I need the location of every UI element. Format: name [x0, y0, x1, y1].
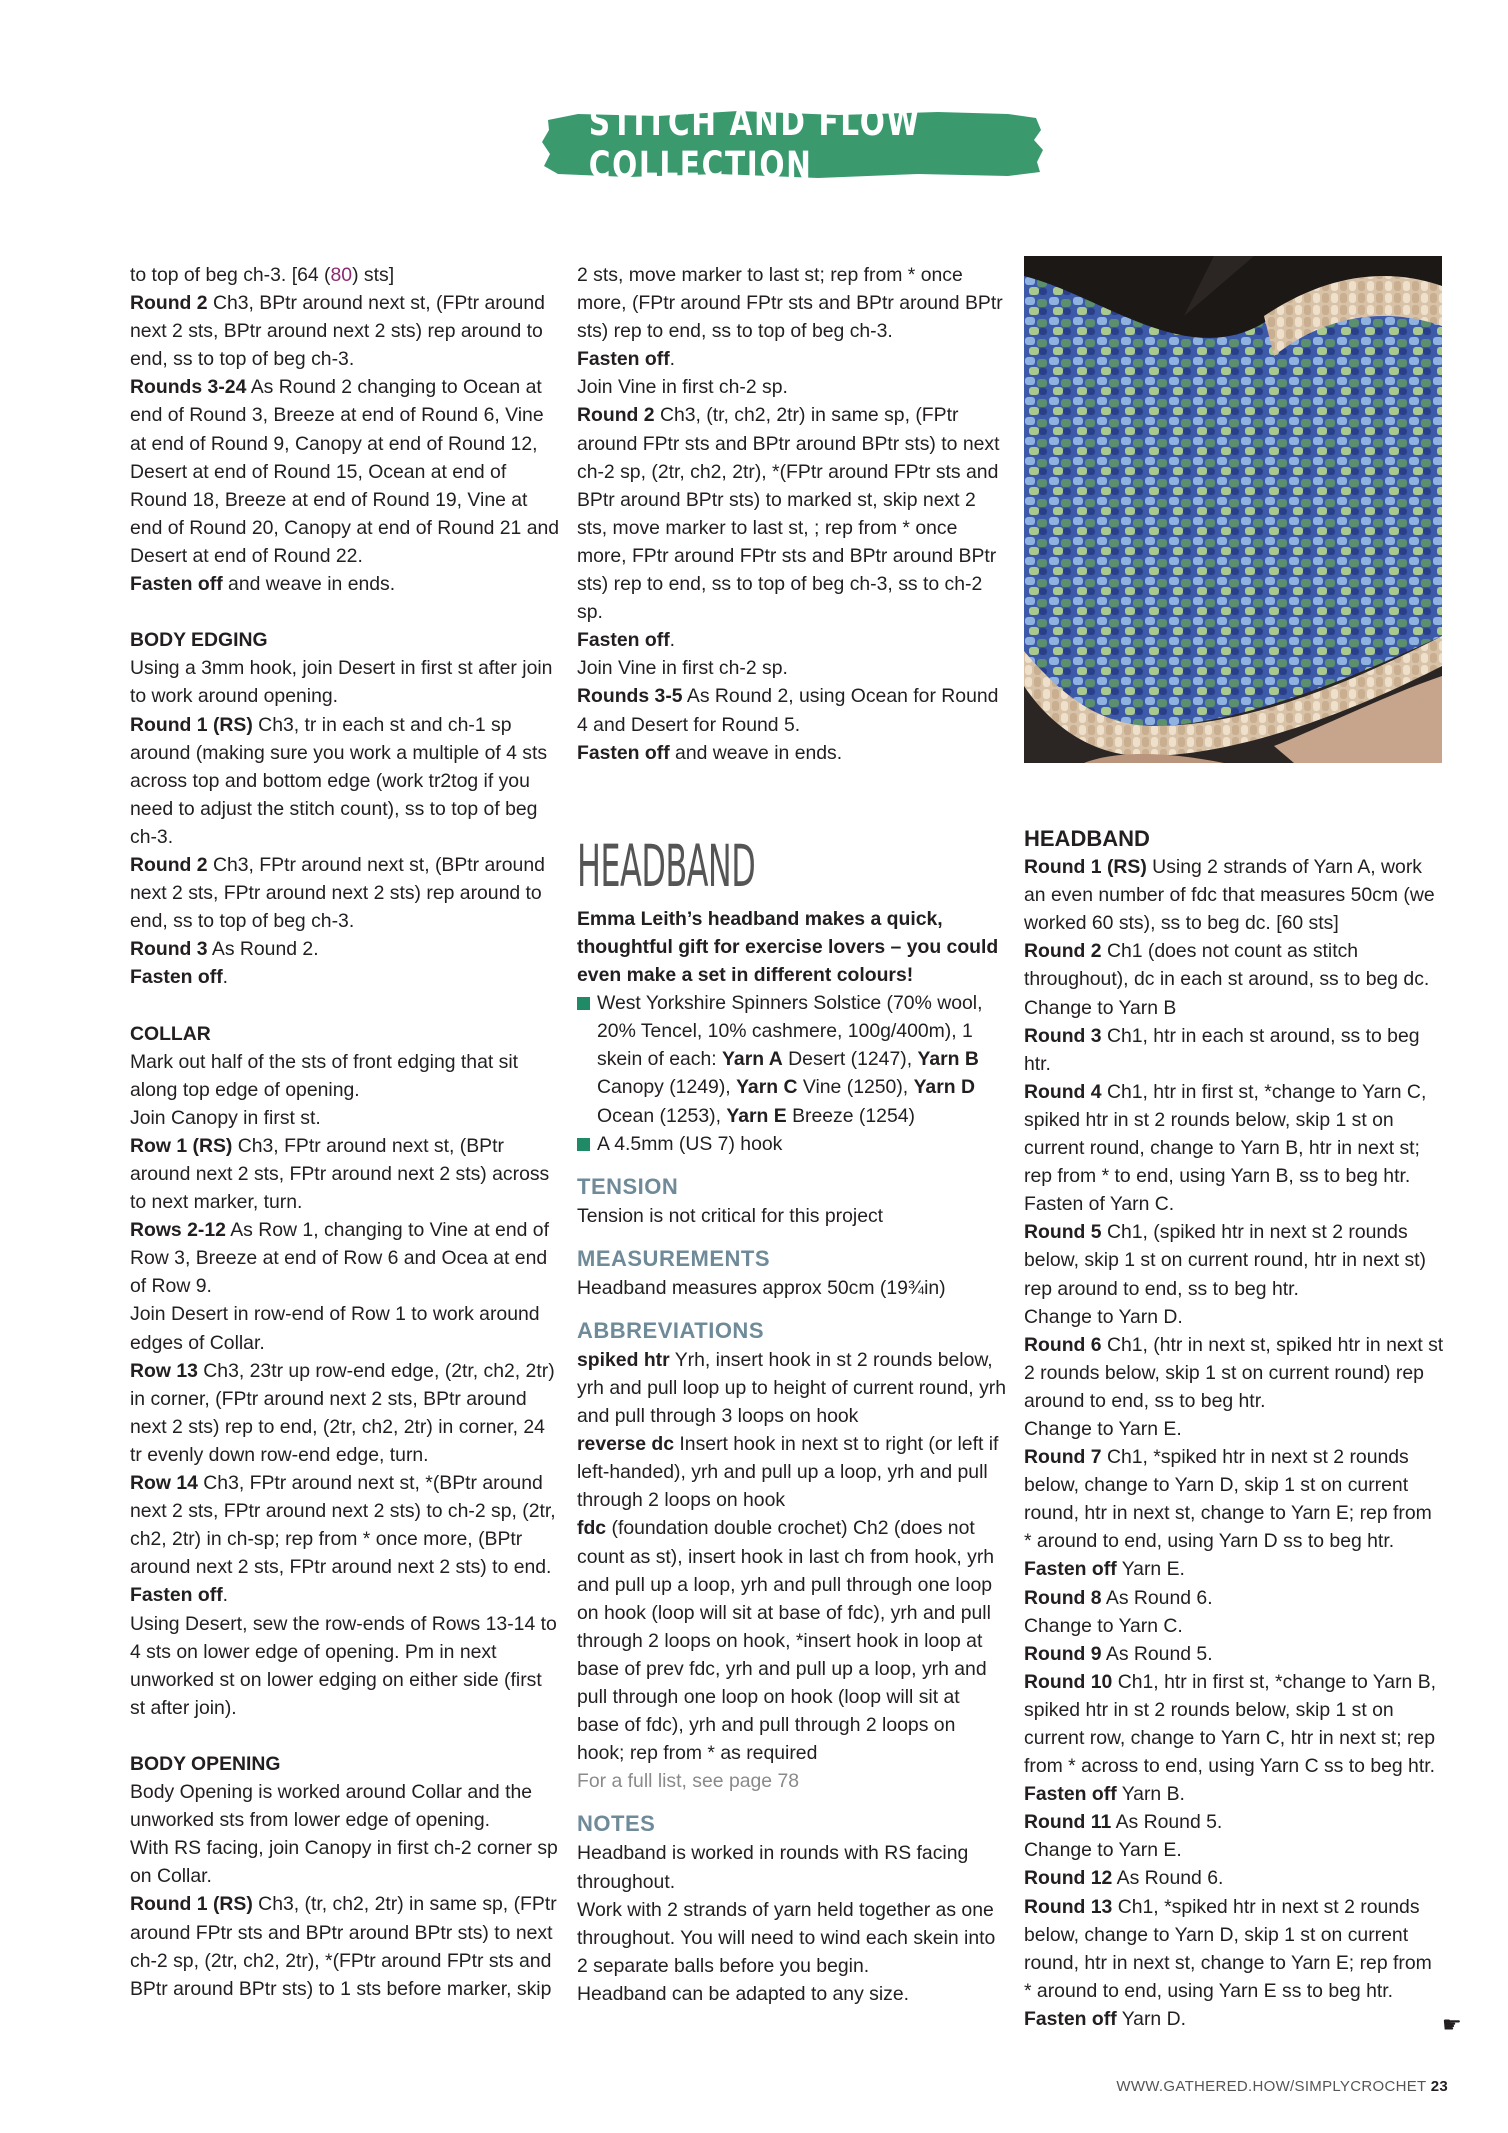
instruction-round-13: Round 13 Ch1, *spiked htr in next st 2 rounds below, change to Yarn D, skip 1 st on current round, htr in next st, change to Yarn E; rep from * around to end, using Yarn E ss to beg htr.: [1024, 1895, 1432, 2002]
paragraph: to top of beg ch-3. [64 (80) sts]: [130, 264, 395, 286]
instruction-round-1: Round 1 (RS) Ch3, tr in each st and ch-1 sp around (making sure you work a multiple of 4 sts across top and bottom edge (work tr2tog if you need to adjust the stitch count), ss to top of beg ch-3.: [130, 713, 548, 848]
column-left: [130, 261, 560, 2003]
instruction-round-2: Round 2 Ch3, FPtr around next st, (BPtr around next 2 sts, FPtr around next 2 sts) rep around to end, ss to top of beg ch-3.: [130, 853, 545, 933]
instruction-round-12: Round 12 As Round 6.: [1024, 1867, 1224, 1890]
column-right: [1024, 825, 1444, 2033]
project-title: HEADBAND: [577, 831, 756, 900]
instruction-fasten-off: Fasten off.: [577, 629, 676, 652]
page-number: 23: [1430, 2078, 1448, 2095]
paragraph: Change to Yarn E.: [1024, 1417, 1182, 1440]
instruction-fasten-off: Fasten off.: [130, 966, 229, 989]
paragraph: Join Canopy in first st.: [130, 1106, 321, 1129]
paragraph: Using a 3mm hook, join Desert in first st after join to work around opening.: [130, 657, 553, 708]
instruction-rounds-3-5: Rounds 3-5 As Round 2, using Ocean for Round 4 and Desert for Round 5.: [577, 685, 999, 736]
instruction-fasten-off: Fasten off Yarn B.: [1024, 1783, 1185, 1806]
instruction-round-6: Round 6 Ch1, (htr in next st, spiked htr in next st 2 rounds below, skip 1 st on current round) rep around to end, ss to beg htr.: [1024, 1333, 1444, 1412]
paragraph: Change to Yarn E.: [1024, 1839, 1182, 1862]
heading-headband: HEADBAND: [1024, 826, 1150, 851]
headband-photo: [1024, 256, 1442, 763]
instruction-rows-2-12: Rows 2-12 As Row 1, changing to Vine at end of Row 3, Breeze at end of Row 6 and Ocea at end of Row 9.: [130, 1219, 549, 1298]
instruction-round-8: Round 8 As Round 6.: [1024, 1586, 1213, 1609]
abbreviation-item: fdc (foundation double crochet) Ch2 (does not count as st), insert hook in last ch from hook, yrh and pull up a loop, yrh and pull through one loop on hook (loop will sit at base of fdc), yrh and pull through 2 loops on hook, *insert hook in loop at base of prev fdc, yrh and pull up a loop, yrh and pull through one loop on hook (loop will sit at base of fdc), yrh and pull through 2 loops on hook; rep from * as required: [577, 1517, 995, 1765]
instruction-fasten-off: Fasten off and weave in ends.: [130, 573, 396, 596]
instruction-row-14: Row 14 Ch3, FPtr around next st, *(BPtr around next 2 sts, FPtr around next 2 sts) to ch-2 sp, (2tr, ch2, 2tr) in ch-sp; rep from * once more, (BPtr around next 2 sts, FPtr around next 2 sts) to end.: [130, 1472, 556, 1579]
heading-measurements: MEASUREMENTS: [577, 1245, 771, 1271]
full-list-reference: For a full list, see page 78: [577, 1770, 800, 1793]
instruction-round-7: Round 7 Ch1, *spiked htr in next st 2 rounds below, change to Yarn D, skip 1 st on current round, htr in next st, change to Yarn E; rep from * around to end, using Yarn D ss to beg htr.: [1024, 1446, 1432, 1553]
bullet-square-icon: [577, 1138, 590, 1151]
paragraph: Fasten of Yarn C.: [1024, 1193, 1175, 1216]
paragraph: Join Vine in first ch-2 sp.: [577, 657, 788, 680]
instruction-round-2: Round 2 Ch1 (does not count as stitch throughout), dc in each st around, ss to beg dc.: [1024, 940, 1430, 991]
page-footer: [1116, 2078, 1448, 2095]
abbreviation-item: spiked htr Yrh, insert hook in st 2 rounds below, yrh and pull loop up to height of current round, yrh and pull through 3 loops on hook: [577, 1348, 1007, 1428]
instruction-round-10: Round 10 Ch1, htr in first st, *change to Yarn B, spiked htr in st 2 rounds below, skip 1 st on current row, change to Yarn C, htr in next st; rep from * across to end, using Yarn C ss to beg htr.: [1024, 1670, 1437, 1778]
heading-body-opening: BODY OPENING: [130, 1752, 281, 1775]
paragraph: With RS facing, join Canopy in first ch-2 corner sp on Collar.: [130, 1837, 558, 1888]
instruction-row-13: Row 13 Ch3, 23tr up row-end edge, (2tr, ch2, 2tr) in corner, (FPtr around next 2 sts, BPtr around next 2 sts) rep to end, (2tr, ch2, 2tr) in corner, 24 tr evenly down row-end edge, turn.: [130, 1359, 555, 1466]
paragraph: Join Desert in row-end of Row 1 to work around edges of Collar.: [130, 1303, 540, 1354]
instruction-round-9: Round 9 As Round 5.: [1024, 1642, 1213, 1665]
heading-collar: COLLAR: [130, 1022, 211, 1045]
heading-abbreviations: ABBREVIATIONS: [577, 1317, 764, 1343]
instruction-fasten-off: Fasten off Yarn E.: [1024, 1558, 1185, 1581]
paragraph: Body Opening is worked around Collar and the unworked sts from lower edge of opening.: [130, 1781, 533, 1832]
banner-title: STITCH AND FLOW COLLECTION: [588, 101, 921, 187]
paragraph: Headband measures approx 50cm (19¾in): [577, 1276, 946, 1299]
paragraph: Headband can be adapted to any size.: [577, 1982, 910, 2005]
instruction-round-5: Round 5 Ch1, (spiked htr in next st 2 rounds below, skip 1 st on current round, htr in next st) rep around to end, ss to beg htr.: [1024, 1221, 1427, 1300]
instruction-fasten-off: Fasten off and weave in ends.: [577, 741, 843, 764]
materials-yarn-item: West Yorkshire Spinners Solstice (70% wool, 20% Tencel, 10% cashmere, 100g/400m), 1 skein of each: Yarn A Desert (1247), Yarn B Canopy (1249), Yarn C Vine (1250), Yarn D Ocean (1253), Yarn E Breeze (1254): [577, 989, 1007, 1129]
paragraph: Change to Yarn C.: [1024, 1614, 1183, 1637]
paragraph: Change to Yarn B: [1024, 996, 1177, 1019]
instruction-fasten-off: Fasten off Yarn D.: [1024, 2007, 1186, 2030]
instruction-round-3: Round 3 Ch1, htr in each st around, ss to beg htr.: [1024, 1024, 1420, 1075]
paragraph: Join Vine in first ch-2 sp.: [577, 376, 788, 399]
project-intro: Emma Leith’s headband makes a quick, thoughtful gift for exercise lovers – you could even make a set in different colours!: [577, 907, 999, 987]
instruction-round-2: Round 2 Ch3, (tr, ch2, 2tr) in same sp, (FPtr around FPtr sts and BPtr around BPtr sts) to next ch-2 sp, (2tr, ch2, 2tr), *(FPtr around FPtr sts and BPtr around BPtr sts) to marked st, skip next 2 sts, move marker to last st, ; rep from * once more, FPtr around FPtr sts and BPtr around BPtr sts) rep to end, ss to top of beg ch-3, ss to ch-2 sp.: [577, 404, 1000, 624]
instruction-row-1: Row 1 (RS) Ch3, FPtr around next st, (BPtr around next 2 sts, FPtr around next 2 sts) across to next marker, turn.: [130, 1134, 550, 1214]
paragraph: 2 sts, move marker to last st; rep from * once more, (FPtr around FPtr sts and BPtr around BPtr sts) rep to end, ss to top of beg ch-3.: [577, 264, 1003, 343]
paragraph: Mark out half of the sts of front edging that sit along top edge of opening.: [130, 1050, 519, 1101]
paragraph: Headband is worked in rounds with RS facing throughout.: [577, 1842, 969, 1893]
headband-photo-graphic: [1024, 256, 1442, 763]
instruction-fasten-off: Fasten off.: [577, 348, 676, 371]
continue-pointer-icon: ☛: [1442, 2012, 1462, 2037]
footer-url: WWW.GATHERED.HOW/SIMPLYCROCHET: [1116, 2078, 1427, 2095]
heading-body-edging: BODY EDGING: [130, 629, 268, 652]
paragraph: Change to Yarn D.: [1024, 1305, 1183, 1328]
paragraph: Using Desert, sew the row-ends of Rows 13-14 to 4 sts on lower edge of opening. Pm in next unworked st on lower edging on either side (first st after join).: [130, 1612, 557, 1719]
paragraph: Work with 2 strands of yarn held together as one throughout. You will need to wind each skein into 2 separate balls before you begin.: [577, 1898, 996, 1977]
abbreviation-item: reverse dc Insert hook in next st to right (or left if left-handed), yrh and pull up a loop, yrh and pull through 2 loops on hook: [577, 1433, 999, 1512]
materials-hook-item: A 4.5mm (US 7) hook: [577, 1130, 1007, 1158]
instruction-round-3: Round 3 As Round 2.: [130, 938, 319, 961]
heading-tension: TENSION: [577, 1173, 679, 1199]
instruction-round-4: Round 4 Ch1, htr in first st, *change to Yarn C, spiked htr in st 2 rounds below, skip 1 st on current round, change to Yarn B, htr in next st; rep from * to end, using Yarn B, ss to beg htr.: [1024, 1080, 1427, 1188]
column-middle: [577, 261, 1007, 2008]
instruction-fasten-off: Fasten off.: [130, 1584, 229, 1607]
instruction-round-2: Round 2 Ch3, BPtr around next st, (FPtr around next 2 sts, BPtr around next 2 sts) rep around to end, ss to top of beg ch-3.: [130, 292, 545, 371]
instruction-round-1: Round 1 (RS) Ch3, (tr, ch2, 2tr) in same sp, (FPtr around FPtr sts and BPtr around BPtr sts) to next ch-2 sp, (2tr, ch2, 2tr), *(FPtr around FPtr sts and BPtr around BPtr sts) to 1 sts before marker, skip: [130, 1893, 557, 2000]
instruction-rounds-3-24: Rounds 3-24 As Round 2 changing to Ocean at end of Round 3, Breeze at end of Round 6, Vine at end of Round 9, Canopy at end of Round 12, Desert at end of Round 15, Ocean at end of Round 18, Breeze at end of Round 19, Vine at end of Round 20, Canopy at end of Round 21 and Desert at end of Round 22.: [130, 376, 560, 567]
paragraph: Tension is not critical for this project: [577, 1204, 884, 1227]
instruction-round-11: Round 11 As Round 5.: [1024, 1811, 1223, 1834]
instruction-round-1: Round 1 (RS) Using 2 strands of Yarn A, work an even number of fdc that measures 50cm (we worked 60 sts), ss to beg dc. [60 sts]: [1024, 856, 1435, 935]
heading-notes: NOTES: [577, 1811, 656, 1837]
bullet-square-icon: [577, 997, 590, 1010]
size-variant: 80: [330, 264, 353, 286]
section-banner: [538, 101, 1046, 187]
